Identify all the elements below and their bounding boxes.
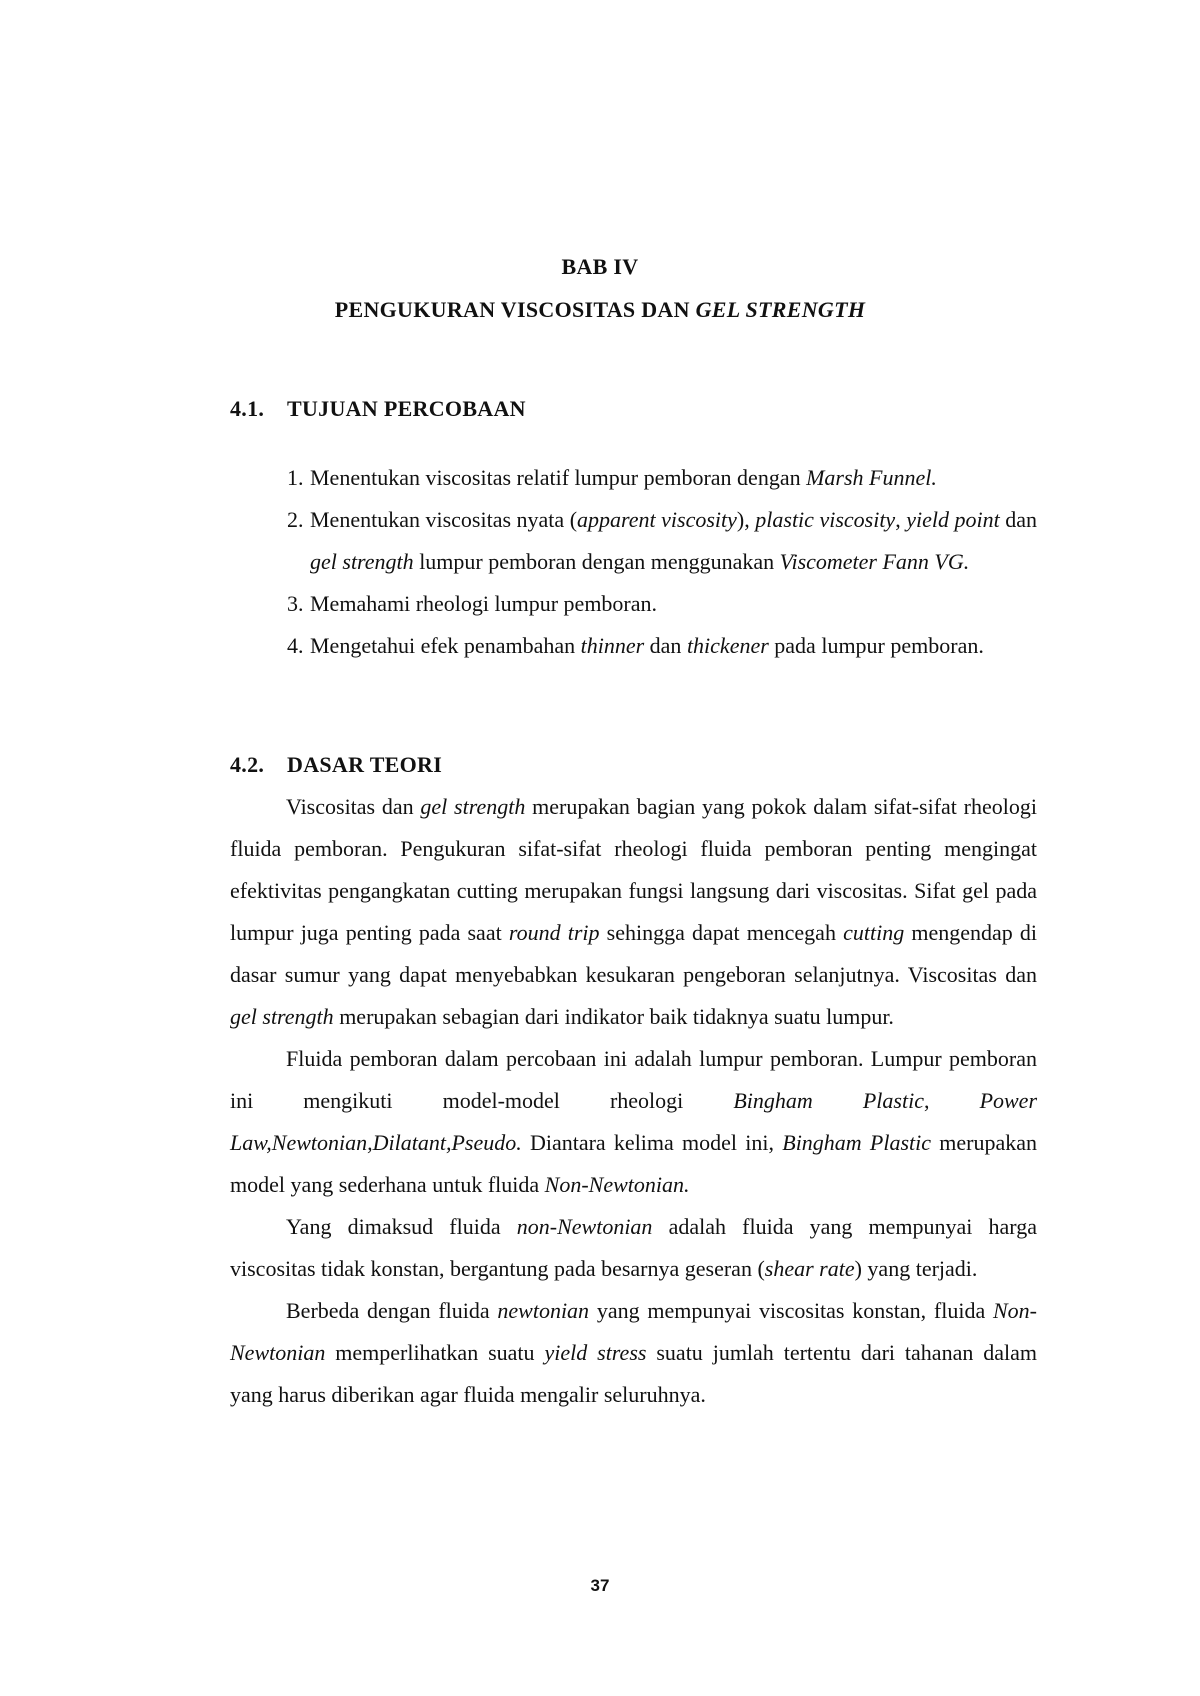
list-marker: 4. [287,633,304,658]
section-heading-objectives [230,396,526,422]
page-number: 37 [590,1576,610,1595]
paragraph: Fluida pemboran dalam percobaan ini adalah lumpur pemboran. Lumpur pemboran ini mengikuti model-model rheologi Bingham Plastic, Power Law,Newtonian,Dilatant,Pseudo. Diantara kelima model ini, Bingham Plastic merupakan model yang sederhana untuk fluida Non-Newtonian. [230,1046,1038,1197]
section-number: 4.2. [230,752,265,777]
list-marker: 1. [287,465,304,490]
list-item: 2. Menentukan viscositas nyata (apparent viscosity), plastic viscosity, yield point dan gel strength lumpur pemboran dengan menggunakan Viscometer Fann VG. [287,499,1037,583]
list-item: 4. Mengetahui efek penambahan thinner dan thickener pada lumpur pemboran. [287,625,1037,667]
chapter-number: BAB IV [561,254,639,279]
list-marker: 3. [287,591,304,616]
chapter-title-italic: GEL STRENGTH [695,297,866,322]
list-item: 3. Memahami rheologi lumpur pemboran. [287,583,1037,625]
paragraph: Berbeda dengan fluida newtonian yang mempunyai viscositas konstan, fluida Non-Newtonian memperlihatkan suatu yield stress suatu jumlah tertentu dari tahanan dalam yang harus diberikan agar fluida mengalir seluruhnya. [230,1298,1038,1407]
chapter-title [0,297,1200,323]
chapter-title-plain: PENGUKURAN VISCOSITAS DAN [334,297,696,322]
section-number: 4.1. [230,396,265,421]
theory-body [230,786,1037,1416]
paragraph: Yang dimaksud fluida non-Newtonian adalah fluida yang mempunyai harga viscositas tidak konstan, bergantung pada besarnya geseran (shear rate) yang terjadi. [230,1214,1037,1281]
list-item: 1. Menentukan viscositas relatif lumpur pemboran dengan Marsh Funnel. [287,457,1037,499]
section-heading-theory [230,752,442,778]
objectives-list [287,457,1037,667]
section-title: TUJUAN PERCOBAAN [287,396,526,421]
paragraph: Viscositas dan gel strength merupakan bagian yang pokok dalam sifat-sifat rheologi fluida pemboran. Pengukuran sifat-sifat rheologi fluida pemboran penting mengingat efektivitas pengangkatan cutting merupakan fungsi langsung dari viscositas. Sifat gel pada lumpur juga penting pada saat round trip sehingga dapat mencegah cutting mengendap di dasar sumur yang dapat menyebabkan kesukaran pengeboran selanjutnya. Viscositas dan gel strength merupakan sebagian dari indikator baik tidaknya suatu lumpur. [230,794,1037,1029]
list-marker: 2. [287,507,304,532]
section-title: DASAR TEORI [287,752,443,777]
